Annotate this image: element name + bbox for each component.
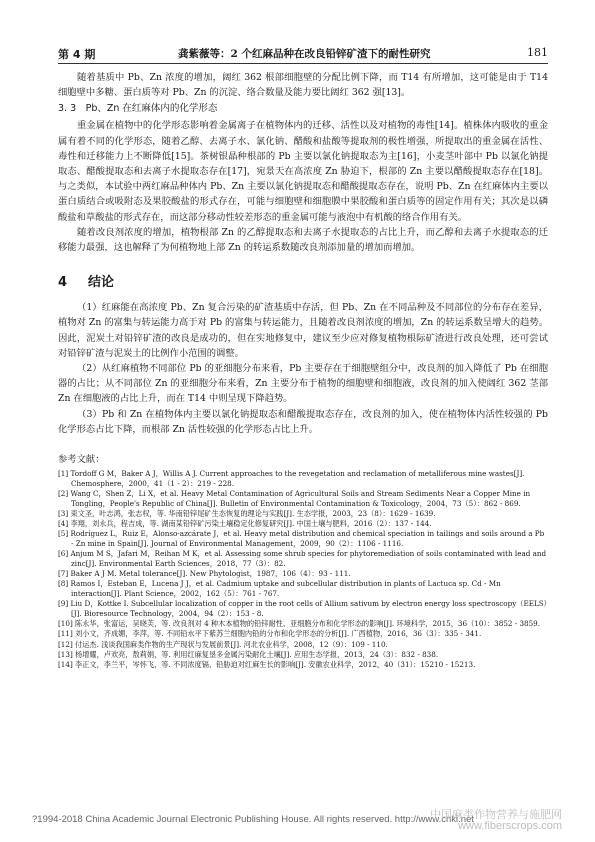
reference-item: [12] 付运杰. 浅谈我国麻类作物的生产现状与发展前景[J]. 河北农业科学，2008，12（9）：109 - 110. <box>58 639 388 649</box>
page-footer <box>32 810 562 832</box>
page-number: 181 <box>527 46 548 59</box>
header-rule <box>58 63 548 64</box>
reference-item: [10] 陈永华，张富运，吴晓芙，等. 改良剂对 4 种木本植物的铅锌耐性、亚细胞分布和化学形态的影响[J]. 环境科学，2015，36（10）：3852 - 3859. <box>58 619 541 629</box>
section-number: 4 <box>58 275 68 291</box>
reference-item: [11] 刘小文，齐成媚，李萍，等. 不同铅水平下紫苏兰细胞内铅的分布和化学形态的分析[J]. 广西植物，2016，36（3）：335 - 341. <box>58 629 482 639</box>
reference-item: [9] Liu D，Kottke I. Subcellular localization of copper in the root cells of Allium sativum by electron energy loss spectroscopy（EELS）[J]. Bioresource Technology，2004，94（2）：153 - 8. <box>58 599 548 618</box>
reference-item: [2] Wang C，Shen Z，Li X，et al. Heavy Metal Contamination of Agricultural Soils and Stream Sediments Near a Copper Mine in Tongling，People's Republic of China[J]. Bulletin of Environmental Contamination & Toxicology，2004，73（5）：862 - 869. <box>58 488 531 508</box>
paragraph-amendment-effect: 随着改良剂浓度的增加，植物根部 Zn 的乙醇提取态和去离子水提取态的占比上升，而乙醇和去离子水提取态的迁移能力最强，这也解释了为何植物地上部 Zn 的转运系数随改良剂添加量的增加而增加。 <box>58 226 548 254</box>
copyright-notice: ?1994-2018 China Academic Journal Electronic Publishing House. All rights reserved. http://www.cnki.net <box>32 814 474 825</box>
reference-item: [6] Anjum M S，Jafari M，Reihan M K，et al. Assessing some shrub species for phytoremediation of soils contaminated with lead and zinc[J]. Environmental Earth Sciences，2018，77（3）：82. <box>58 549 547 568</box>
article-body <box>58 70 548 670</box>
paragraph-chemical-forms: 重金属在植物中的化学形态影响着金属离子在植物体内的迁移、活性以及对植物的毒性[14]。植株体内吸收的重金属有着不同的化学形态，随着乙醇、去离子水、氯化钠、醋酸和盐酸等提取剂的极性增强，所提取出的重金属在活性、毒性和迁移能力上不断降低[15]。茶树银晶种根部的 Pb 主要以氯化钠提取态为主[16]，小麦茎叶部中 Pb 以氯化钠提取态、醋酸提取态和去离子水提取态存在[17]，宛景天在高浓度 Zn 胁迫下，根部的 Zn 主要以醋酸提取态存在[18]。与之类似，本试验中两红麻品种体内 Pb、Zn 主要以氯化钠提取态和醋酸提取态存在，说明 Pb、Zn 在红麻体内主要以蛋白质结合或吸附态及果胶酸盐的形式存在，可能与细胞壁和细胞膜中果胶酸和蛋白质等的固定作用有关；其次是以磷酸盐和草酸盐的形式存在，而这部分移动性较差形态的重金属可能与液泡中有机酸的络合作用有关。 <box>58 120 548 223</box>
running-title: 龚紫薇等：2 个红麻品种在改良铅锌矿渣下的耐性研究 <box>178 48 431 60</box>
reference-item: [13] 杨增耀，卢欢亮，敖莉娟，等. 利用红麻复垦多金属污染耐化土壤[J]. 应用生态学报，2013，24（3）：832 - 838. <box>58 649 439 659</box>
issue-label: 第 4 期 <box>58 48 96 61</box>
conclusion-item-3: （3）Pb 和 Zn 在植物体内主要以氯化钠提取态和醋酸提取态存在，改良剂的加入，使在植物体内活性较强的 Pb 化学形态占比下降，而根部 Zn 活性较强的化学形态占比上升。 <box>58 408 548 435</box>
reference-item: [5] Rodríguez L，Ruiz E，Alonso-azcárate J，et al. Heavy metal distribution and chemical speciation in tailings and soils around a Pb - Zn mine in Spain[J]. Journal of Environmental Management，2009，90（2）：1106 - 1116. <box>58 529 545 548</box>
watermark-line-2: www.fiberscrops.com <box>458 820 562 832</box>
section-heading-conclusion <box>58 271 548 290</box>
site-watermark <box>430 810 562 832</box>
subsection-heading-3-3: 3. 3 Pb、Zn 在红麻体内的化学形态 <box>58 103 218 115</box>
reference-item: [7] Baker A J M. Metal tolerance[J]. New Phytologist，1987，106（4）：93 - 111. <box>58 569 351 579</box>
reference-item: [1] Tordoff G M，Baker A J，Willis A J. Current approaches to the revegetation and reclamation of metalliferous mine wastes[J]. Chemosphere，2000，41（1 - 2）：219 - 228. <box>58 469 525 488</box>
section-title: 结论 <box>88 275 115 291</box>
reference-item: [3] 束文圣，叶志鸿，张志权，等. 华南铅锌尾矿生态恢复的理论与实践[J]. 生态学报，2003，23（8）：1629 - 1639. <box>58 508 436 518</box>
conclusion-item-1: （1）红麻能在高浓度 Pb、Zn 复合污染的矿渣基质中存活，但 Pb、Zn 在不同品种及不同部位的分布存在差异，植物对 Zn 的富集与转运能力高于对 Pb 的富集与转运能力，且随着改良剂浓度的增加，Zn 的转运系数呈增大的趋势。因此，泥炭土对铅锌矿渣的改良是成功的，但在实地修复中，建议至少应对修复植物根际矿渣进行改良处理，还可尝试对铅锌矿渣与泥炭土的比例作小范围的调整。 <box>58 302 548 359</box>
paragraph-cell-wall: 随着基质中 Pb、Zn 浓度的增加，阔红 362 根部细胞壁的分配比例下降，而 T14 有所增加，这可能是由于 T14 细胞壁中多糖、蛋白质等对 Pb、Zn 的沉淀、络合数量及能力要比阔红 362 强[13]。 <box>58 72 548 99</box>
reference-list <box>58 469 548 670</box>
reference-item: [14] 李正文，李兰平，岑怀飞，等. 不同浓度镉、铅胁迫对红麻生长的影响[J]. 安徽农业科学，2012，40（31）：15210 - 15213. <box>58 659 476 669</box>
running-header <box>58 46 548 62</box>
reference-item: [4] 李翔，刘永兵，程吉成，等. 湖南某铅锌矿污染土壤稳定化修复研究[J]. 中国土壤与肥料，2016（2）：137 - 144. <box>58 519 432 529</box>
watermark-line-1: 中国麻类作物营养与施肥网 <box>430 809 562 821</box>
conclusion-item-2: （2）从红麻植物不同部位 Pb 的亚细胞分布来看，Pb 主要存在于细胞壁组分中，改良剂的加入降低了 Pb 在细胞器的占比；从不同部位 Zn 的亚细胞分布来看，Zn 主要分布于植物的细胞壁和细胞液，改良剂的加入使阔红 362 茎部 Zn 在细胞液的占比上升，而在 T14 中则呈现下降趋势。 <box>58 363 548 405</box>
references-heading: 参考文献： <box>58 454 105 466</box>
reference-item: [8] Ramos I，Esteban E，Lucena J J，et al. Cadmium uptake and subcellular distribution in plants of Lactuca sp. Cd - Mn interaction[J]. Plant Science，2002，162（5）：761 - 767. <box>58 579 501 598</box>
